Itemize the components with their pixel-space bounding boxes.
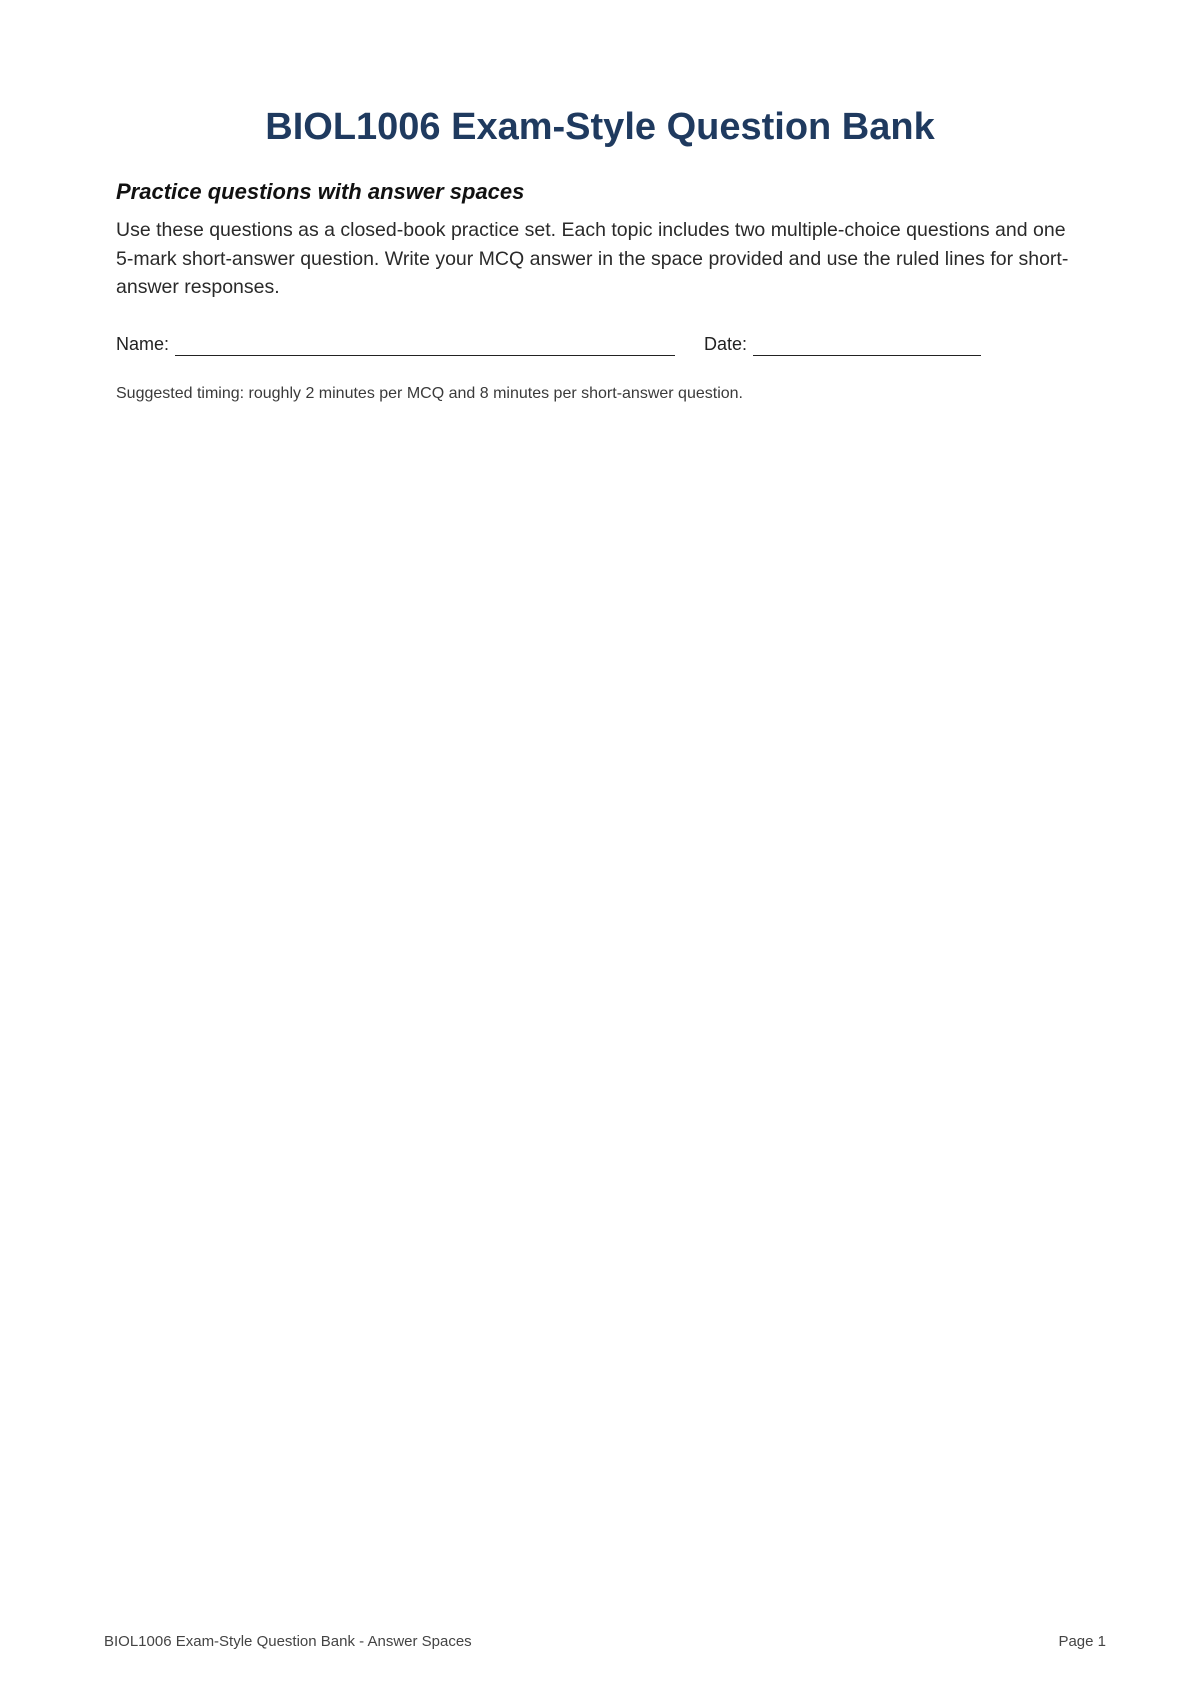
- name-label: Name:: [116, 334, 170, 354]
- date-blank-line[interactable]: [753, 335, 981, 356]
- page-title: BIOL1006 Exam-Style Question Bank: [265, 106, 935, 148]
- footer-document-title: BIOL1006 Exam-Style Question Bank - Answer Spaces: [104, 1633, 472, 1650]
- timing-note: Suggested timing: roughly 2 minutes per MCQ and 8 minutes per short-answer question.: [116, 385, 743, 402]
- name-field: [116, 332, 675, 356]
- footer-page-number: Page 1: [1058, 1633, 1106, 1650]
- date-field: [704, 332, 981, 356]
- name-blank-line[interactable]: [175, 335, 675, 356]
- intro-paragraph: Use these questions as a closed-book practice set. Each topic includes two multiple-choice questions and one 5-mark short-answer question. Write your MCQ answer in the space provided and use the ruled lines for short-answer responses.: [116, 219, 1069, 298]
- date-label: Date:: [704, 334, 748, 354]
- page-subtitle: Practice questions with answer spaces: [116, 179, 525, 204]
- student-fields-row: [116, 332, 1016, 360]
